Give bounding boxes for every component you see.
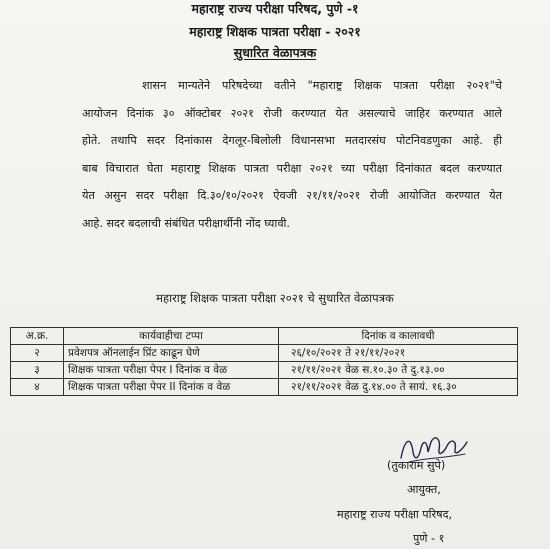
row-date: २१/११/२०२१ वेळ स.१०.३० ते दु.१३.०० bbox=[279, 362, 518, 379]
signatory-designation: आयुक्त, bbox=[407, 483, 441, 496]
revised-schedule-heading bbox=[0, 45, 550, 61]
paragraph-line: येत असुन सदर परीक्षा दि.३०/१०/२०२१ ऐवजी २१/११/२०२१ रोजी आयोजित करण्यात येत bbox=[82, 189, 502, 202]
table-row bbox=[11, 362, 518, 379]
row-serial: ३ bbox=[11, 362, 64, 379]
header-serial: अ.क्र. bbox=[11, 328, 64, 345]
signatory-office: महाराष्ट्र राज्य परीक्षा परिषद, bbox=[337, 508, 453, 521]
revised-schedule-heading-text: सुधारित वेळापत्रक bbox=[233, 45, 317, 60]
paragraph-line: बाब विचारात घेता महाराष्ट्र शिक्षक पात्रता परीक्षा २०२१ च्या परीक्षा दिनांकात बदल करण्यात bbox=[82, 161, 502, 175]
paragraph-line: होते. तथापि सदर दिनांकास देगलूर-बिलोली विधानसभा मतदारसंघ पोटनिवडणुका आहे. ही bbox=[82, 134, 502, 147]
row-serial: २ bbox=[11, 345, 64, 362]
header-date: दिनांक व कालावधी bbox=[279, 328, 518, 345]
table-row bbox=[11, 345, 518, 362]
signatory-name: (तुकाराम सुपे) bbox=[387, 459, 446, 472]
row-stage: शिक्षक पात्रता परीक्षा पेपर II दिनांक व वेळ bbox=[64, 379, 279, 396]
row-stage: शिक्षक पात्रता परीक्षा पेपर I दिनांक व वेळ bbox=[64, 362, 279, 379]
paragraph-line: आहे. सदर बदलाची संबंधित परीक्षार्थीनी नोंद घ्यावी. bbox=[82, 216, 290, 230]
paragraph-line: आयोजन दिनांक ३० ऑक्टोबर २०२१ रोजी करण्यात येत असल्याचे जाहिर करण्यात आले bbox=[82, 106, 502, 120]
council-heading: महाराष्ट्र राज्य परीक्षा परिषद, पुणे -१ bbox=[191, 1, 359, 16]
header-stage: कार्यवाहीचा टप्पा bbox=[64, 328, 279, 345]
row-date: २१/११/२०२१ वेळ दु.१४.०० ते सायं. १६.३० bbox=[279, 379, 518, 396]
table-row bbox=[11, 379, 518, 396]
row-serial: ४ bbox=[11, 379, 64, 396]
row-stage: प्रवेशपत्र ऑनलाईन प्रिंट काढून घेणे bbox=[64, 345, 279, 362]
schedule-table-title: महाराष्ट्र शिक्षक पात्रता परीक्षा २०२१ चे सुधारित वेळापत्रक bbox=[156, 291, 394, 305]
row-date: २६/१०/२०२१ ते २१/११/२०२१ bbox=[279, 345, 518, 362]
paragraph-line: शासन मान्यतेने परिषदेच्या वतीने "महाराष्ट्र शिक्षक पात्रता परीक्षा २०२१"चे bbox=[142, 79, 502, 92]
signatory-city: पुणे - १ bbox=[413, 532, 445, 545]
exam-heading: महाराष्ट्र शिक्षक पात्रता परीक्षा - २०२१ bbox=[189, 24, 361, 39]
table-header-row bbox=[11, 328, 518, 345]
schedule-table bbox=[10, 327, 518, 396]
notice-paragraph bbox=[82, 72, 502, 237]
